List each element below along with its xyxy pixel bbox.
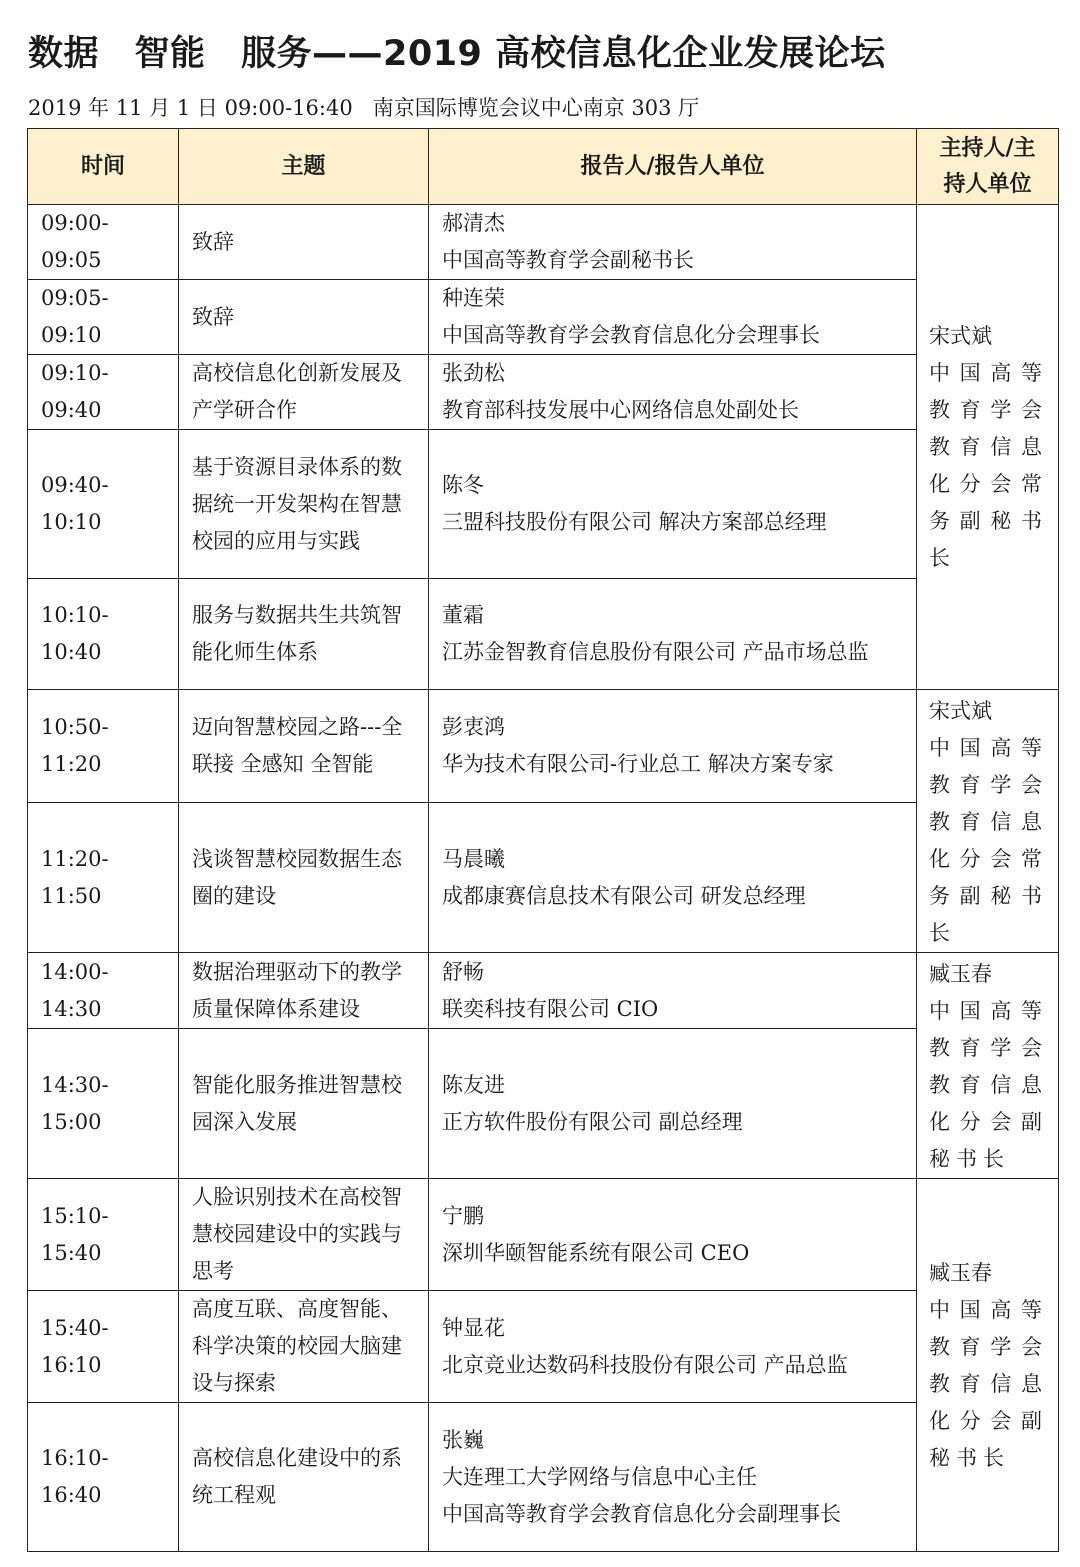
page-title: 数据 智能 服务——2019 高校信息化企业发展论坛 — [28, 34, 886, 74]
speaker-cell — [429, 1029, 917, 1179]
host-cell — [917, 1179, 1059, 1552]
column-header-topic: 主题 — [179, 129, 429, 205]
speaker-name: 郝清杰 — [442, 211, 505, 235]
speaker-name: 种连荣 — [442, 286, 505, 310]
time-cell: 15:40- 16:10 — [28, 1291, 179, 1403]
event-date-venue: 2019 年 11 月 1 日 09:00-16:40 南京国际博览会议中心南京 303 厅 — [28, 96, 700, 120]
topic-cell: 人脸识别技术在高校智慧校园建设中的实践与思考 — [179, 1179, 429, 1291]
speaker-cell — [429, 579, 917, 690]
table-row — [28, 690, 1059, 803]
time-cell: 11:20- 11:50 — [28, 803, 179, 953]
speaker-org: 联奕科技有限公司 CIO — [442, 996, 659, 1021]
table-row — [28, 1179, 1059, 1291]
table-row — [28, 1291, 1059, 1403]
speaker-name: 陈冬 — [442, 473, 484, 497]
topic-cell: 浅谈智慧校园数据生态圈的建设 — [179, 803, 429, 953]
speaker-org: 中国高等教育学会副秘书长 — [442, 248, 694, 272]
host-cell — [917, 690, 1059, 953]
table-row — [28, 430, 1059, 579]
speaker-name: 张巍 — [442, 1427, 484, 1452]
time-cell: 14:00- 14:30 — [28, 953, 179, 1029]
topic-cell: 数据治理驱动下的教学质量保障体系建设 — [179, 953, 429, 1029]
table-row — [28, 355, 1059, 430]
speaker-cell — [429, 1291, 917, 1403]
speaker-org-secondary: 中国高等教育学会教育信息化分会副理事长 — [442, 1501, 841, 1526]
host-name: 宋式斌 — [929, 699, 992, 723]
host-name: 臧玉春 — [929, 962, 992, 986]
speaker-org: 华为技术有限公司-行业总工 解决方案专家 — [442, 752, 834, 777]
speaker-org: 江苏金智教育信息股份有限公司 产品市场总监 — [442, 640, 869, 664]
speaker-cell — [429, 1403, 917, 1552]
speaker-org: 中国高等教育学会教育信息化分会理事长 — [442, 323, 820, 347]
speaker-org: 北京竞业达数码科技股份有限公司 产品总监 — [442, 1352, 848, 1377]
topic-cell: 高度互联、高度智能、科学决策的校园大脑建设与探索 — [179, 1291, 429, 1403]
topic-cell: 致辞 — [179, 205, 429, 280]
time-cell: 09:00- 09:05 — [28, 205, 179, 280]
speaker-name: 宁鹏 — [442, 1203, 484, 1228]
host-org: 中国高等教育学会教育信息化分会常务副秘书长 — [929, 736, 1048, 945]
speaker-cell — [429, 355, 917, 430]
time-cell: 15:10- 15:40 — [28, 1179, 179, 1291]
speaker-name: 马晨曦 — [442, 846, 505, 871]
speaker-org: 成都康赛信息技术有限公司 研发总经理 — [442, 883, 806, 908]
host-name: 臧玉春 — [929, 1261, 992, 1285]
topic-cell: 高校信息化建设中的系统工程观 — [179, 1403, 429, 1552]
speaker-cell — [429, 280, 917, 355]
speaker-cell — [429, 430, 917, 579]
host-name: 宋式斌 — [929, 324, 992, 348]
host-cell — [917, 205, 1059, 690]
host-org: 中国高等教育学会教育信息化分会副秘书长 — [929, 999, 1048, 1171]
topic-cell: 基于资源目录体系的数据统一开发架构在智慧校园的应用与实践 — [179, 430, 429, 579]
host-org: 中国高等教育学会教育信息化分会副秘书长 — [929, 1298, 1048, 1470]
table-row — [28, 205, 1059, 280]
column-header-speaker: 报告人/报告人单位 — [429, 129, 917, 205]
topic-cell: 服务与数据共生共筑智能化师生体系 — [179, 579, 429, 690]
topic-cell: 智能化服务推进智慧校园深入发展 — [179, 1029, 429, 1179]
column-header-time: 时间 — [28, 129, 179, 205]
time-cell: 16:10- 16:40 — [28, 1403, 179, 1552]
speaker-cell — [429, 803, 917, 953]
table-header-row — [28, 129, 1059, 205]
table-row — [28, 1403, 1059, 1552]
time-cell: 14:30- 15:00 — [28, 1029, 179, 1179]
speaker-name: 钟显花 — [442, 1315, 505, 1340]
table-row — [28, 280, 1059, 355]
speaker-cell — [429, 1179, 917, 1291]
column-header-host: 主持人/主 持人单位 — [917, 129, 1059, 205]
time-cell: 10:50- 11:20 — [28, 690, 179, 803]
speaker-org: 深圳华颐智能系统有限公司 CEO — [442, 1240, 750, 1265]
speaker-org: 教育部科技发展中心网络信息处副处长 — [442, 398, 799, 422]
speaker-name: 彭衷鸿 — [442, 715, 505, 740]
table-row — [28, 953, 1059, 1029]
topic-cell: 致辞 — [179, 280, 429, 355]
host-cell — [917, 953, 1059, 1179]
host-org: 中国高等教育学会教育信息化分会常务副秘书长 — [929, 361, 1048, 570]
speaker-name: 张劲松 — [442, 361, 505, 385]
table-row — [28, 803, 1059, 953]
speaker-cell — [429, 953, 917, 1029]
time-cell: 09:05- 09:10 — [28, 280, 179, 355]
speaker-org: 正方软件股份有限公司 副总经理 — [442, 1109, 743, 1134]
speaker-cell — [429, 205, 917, 280]
time-cell: 09:10- 09:40 — [28, 355, 179, 430]
topic-cell: 迈向智慧校园之路---全联接 全感知 全智能 — [179, 690, 429, 803]
speaker-org: 三盟科技股份有限公司 解决方案部总经理 — [442, 510, 827, 534]
table-row — [28, 579, 1059, 690]
speaker-name: 董霜 — [442, 603, 484, 627]
time-cell: 09:40- 10:10 — [28, 430, 179, 579]
speaker-name: 舒畅 — [442, 959, 484, 984]
agenda-table — [27, 128, 1059, 1552]
time-cell: 10:10- 10:40 — [28, 579, 179, 690]
speaker-name: 陈友进 — [442, 1072, 505, 1097]
speaker-cell — [429, 690, 917, 803]
speaker-org: 大连理工大学网络与信息中心主任 — [442, 1464, 757, 1489]
topic-cell: 高校信息化创新发展及产学研合作 — [179, 355, 429, 430]
table-row — [28, 1029, 1059, 1179]
